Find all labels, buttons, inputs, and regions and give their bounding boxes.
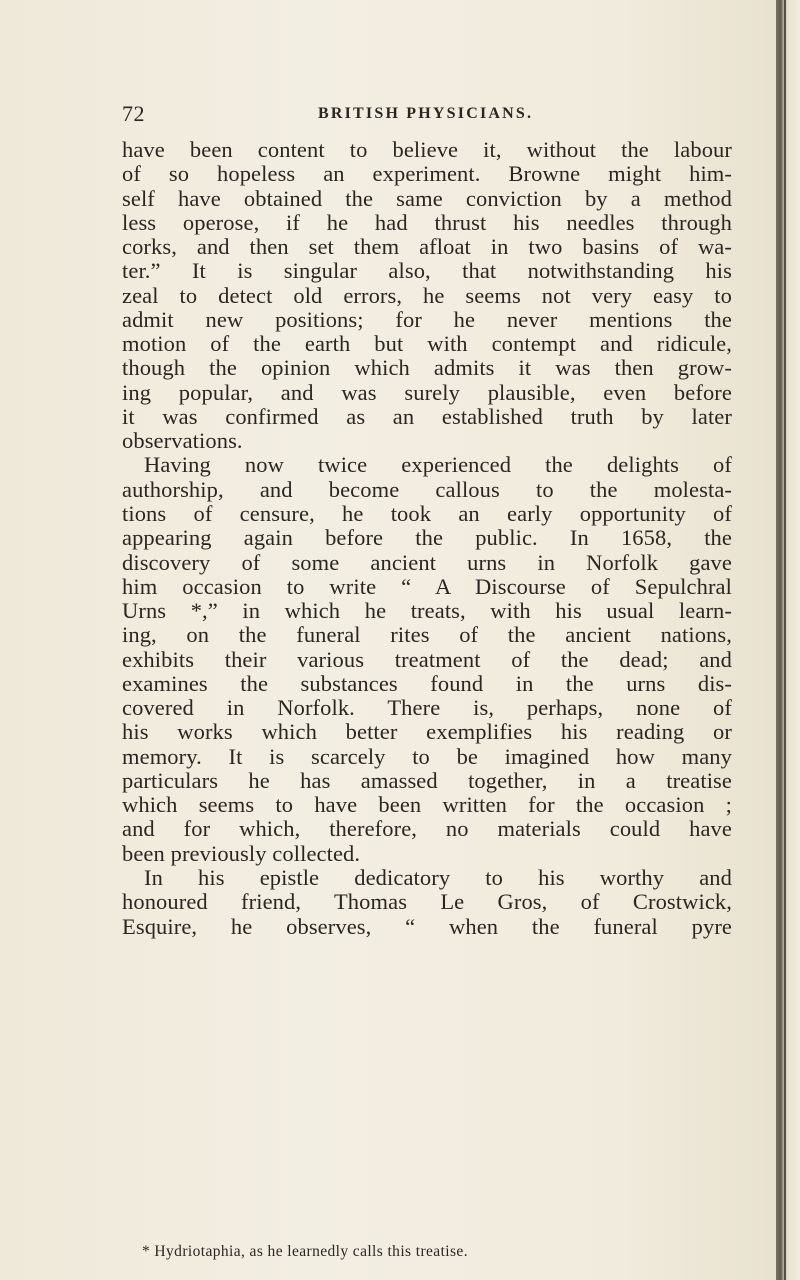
- text-line: which seems to have been written for the occasion ;: [122, 792, 732, 818]
- page-header: [122, 101, 732, 131]
- text-line: authorship, and become callous to the molesta-: [122, 476, 732, 502]
- text-line: self have obtained the same conviction by a method: [122, 185, 732, 211]
- text-line: observations.: [122, 428, 243, 454]
- text-line: though the opinion which admits it was then grow-: [122, 355, 732, 381]
- text-line: covered in Norfolk. There is, perhaps, none of: [122, 695, 732, 721]
- text-line: been previously collected.: [122, 840, 361, 866]
- text-line: him occasion to write “ A Discourse of Sepulchral: [122, 573, 732, 599]
- body-text: [122, 138, 732, 939]
- text-line: examines the substances found in the urns dis-: [122, 670, 732, 696]
- text-line: memory. It is scarcely to be imagined how many: [122, 743, 732, 769]
- text-line: particulars he has amassed together, in a treatise: [122, 767, 732, 793]
- text-line: corks, and then set them afloat in two basins of wa-: [122, 234, 732, 260]
- text-line: In his epistle dedicatory to his worthy and: [144, 864, 732, 890]
- text-line: have been content to believe it, without the labour: [122, 137, 732, 162]
- text-line: admit new positions; for he never mentions the: [122, 306, 732, 332]
- binding-shadow-line: [784, 0, 786, 1280]
- text-line: tions of censure, he took an early opportunity of: [122, 500, 732, 526]
- text-line: ing, on the funeral rites of the ancient nations,: [122, 622, 732, 648]
- text-line: Having now twice experienced the delights of: [144, 452, 732, 478]
- text-line: ing popular, and was surely plausible, even before: [122, 379, 732, 405]
- text-line: appearing again before the public. In 1658, the: [122, 525, 732, 551]
- text-line: ter.” It is singular also, that notwithstanding his: [122, 258, 732, 284]
- text-line: of so hopeless an experiment. Browne might him-: [122, 161, 732, 187]
- text-line: and for which, therefore, no materials could have: [122, 816, 732, 842]
- text-line: less operose, if he had thrust his needles through: [122, 209, 732, 235]
- text-line: honoured friend, Thomas Le Gros, of Crostwick,: [122, 889, 732, 915]
- text-line: motion of the earth but with contempt and ridicule,: [122, 331, 732, 357]
- text-line: it was confirmed as an established truth by later: [122, 403, 732, 429]
- text-line: Urns *,” in which he treats, with his usual learn-: [122, 598, 732, 624]
- page-number: 72: [122, 101, 145, 126]
- footnote: * Hydriotaphia, as he learnedly calls this treatise.: [142, 1243, 468, 1260]
- text-line: discovery of some ancient urns in Norfolk gave: [122, 549, 732, 575]
- text-line: exhibits their various treatment of the dead; and: [122, 646, 732, 672]
- text-line: zeal to detect old errors, he seems not very easy to: [122, 282, 732, 308]
- text-line: Esquire, he observes, “ when the funeral pyre: [122, 913, 732, 939]
- text-line: his works which better exemplifies his reading or: [122, 719, 732, 745]
- running-head: BRITISH PHYSICIANS.: [318, 105, 534, 122]
- page-gutter-edge: [776, 0, 800, 1280]
